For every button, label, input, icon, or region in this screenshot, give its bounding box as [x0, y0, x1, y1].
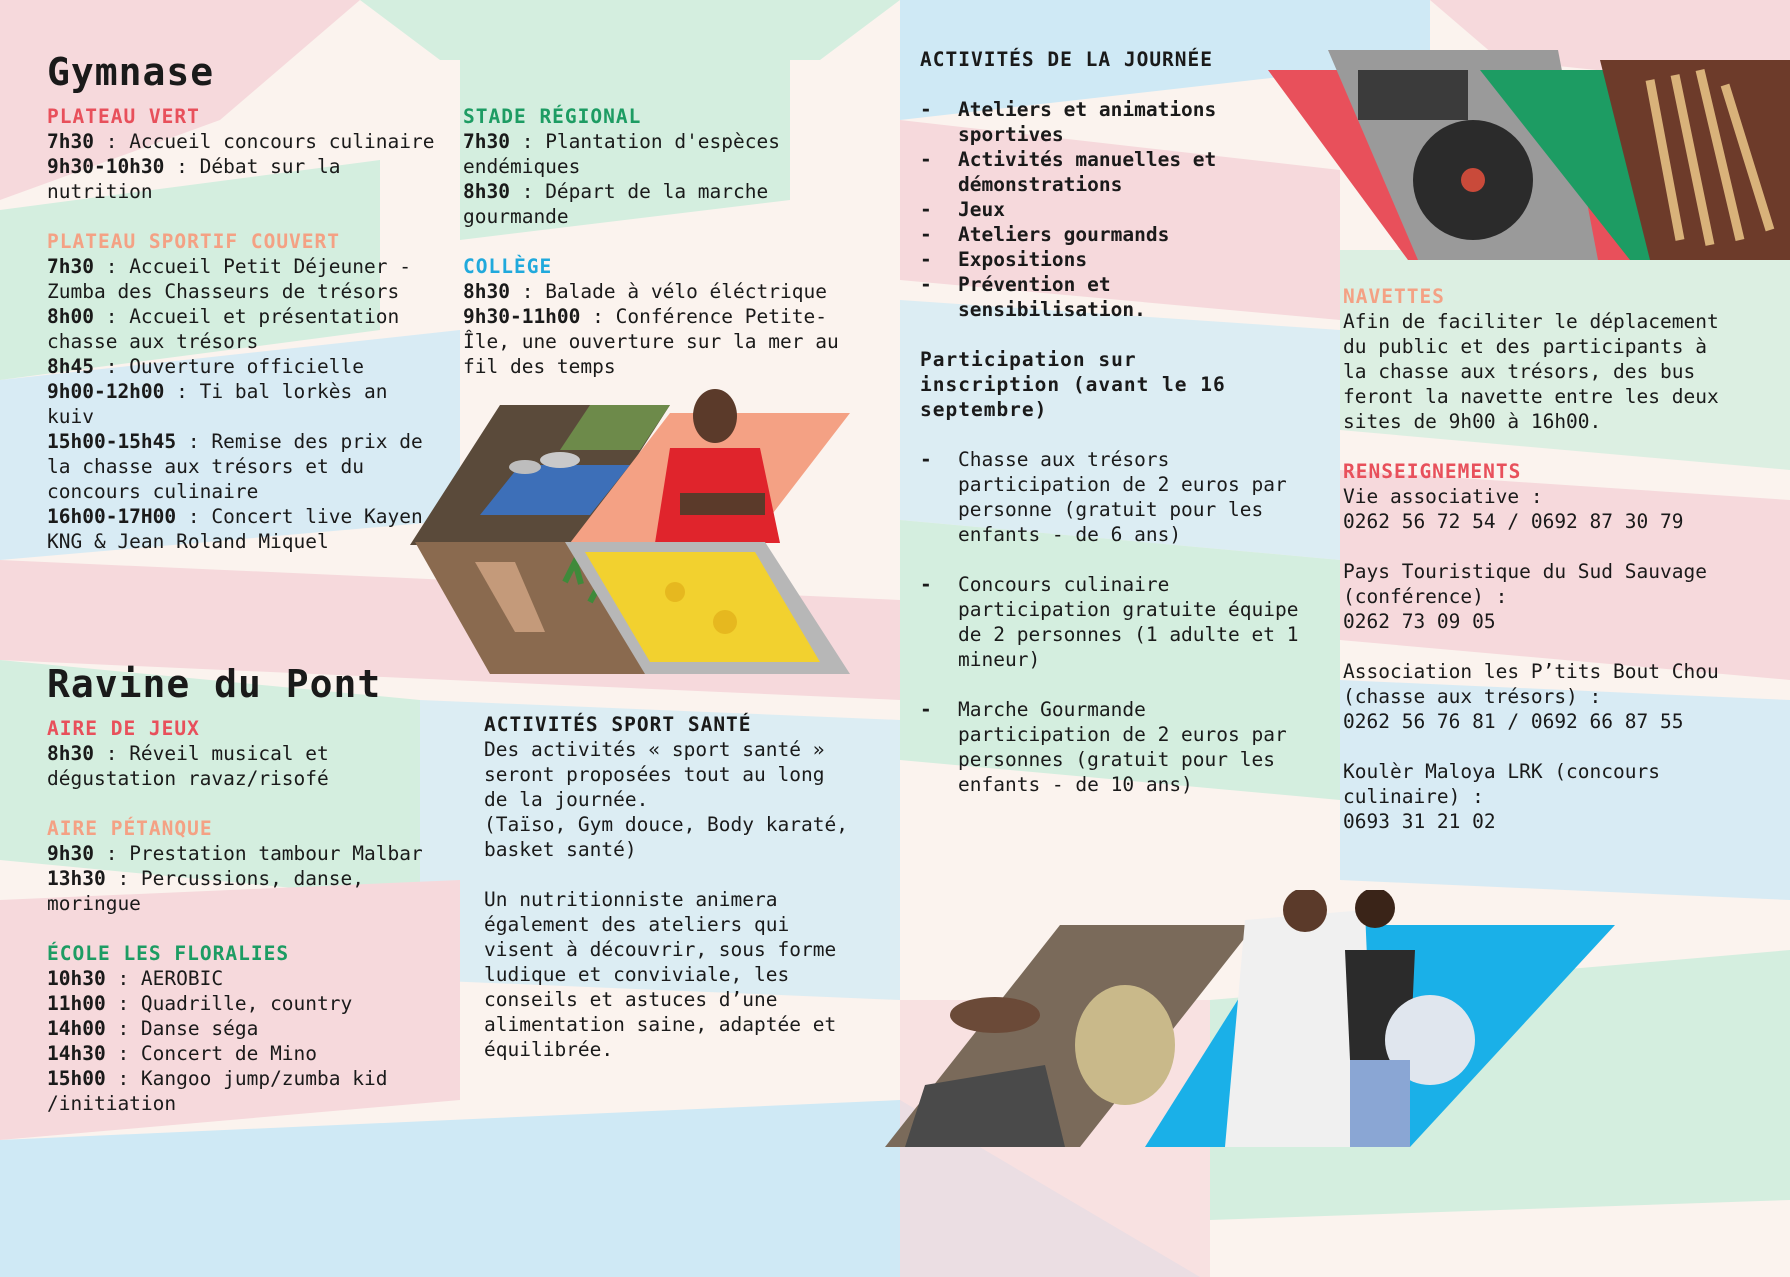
participation-list-2	[920, 572, 1305, 672]
gymnase-title: Gymnase	[47, 50, 215, 94]
ravine-title: Ravine du Pont	[47, 662, 382, 706]
aire-petanque-heading: AIRE PÉTANQUE	[47, 817, 213, 840]
sport-sante-heading: ACTIVITÉS SPORT SANTÉ	[484, 713, 752, 736]
rice-dish-photo	[565, 542, 850, 674]
list-item: - Ateliers gourmands	[920, 222, 1305, 247]
schedule-entry: 8h00 : Accueil et présentation chasse aux trésors	[47, 305, 400, 353]
activites-column	[920, 47, 1305, 797]
list-item: - Ateliers et animations sportives	[920, 97, 1305, 147]
list-item: - Marche Gourmande participation de 2 euros par personnes (gratuit pour les enfants - de 10 ans)	[920, 697, 1305, 797]
gymnase-column-left	[47, 50, 437, 554]
list-item: - Chasse aux trésors participation de 2 euros par personne (gratuit pour les enfants - de 6 ans)	[920, 447, 1305, 547]
plateau-vert-heading: PLATEAU VERT	[47, 105, 200, 128]
nutrition-paragraph: Un nutritionniste animera également des ateliers qui visent à découvrir, sous forme ludique et conviviale, les conseils et astuces d’une alimentation saine, adaptée et équilibrée.	[484, 888, 837, 1061]
aire-jeux-heading: AIRE DE JEUX	[47, 717, 200, 740]
stade-regional-heading: STADE RÉGIONAL	[463, 105, 642, 128]
schedule-entry: 13h30 : Percussions, danse, moringue	[47, 867, 364, 915]
contact-phone: 0262 56 76 81 / 0692 66 87 55	[1343, 710, 1684, 733]
contact-phone: 0262 56 72 54 / 0692 87 30 79	[1343, 510, 1684, 533]
portrait-photo	[560, 388, 850, 543]
schedule-entry: 8h30 : Départ de la marche gourmande	[463, 180, 769, 228]
schedule-entry: 9h00-12h00 : Ti bal lorkès an kuiv	[47, 380, 388, 428]
schedule-entry: 8h30 : Balade à vélo éléctrique	[463, 280, 827, 303]
sport-sante-activities: (Taïso, Gym douce, Body karaté, basket santé)	[484, 813, 848, 861]
schedule-entry: 10h30 : AEROBIC	[47, 967, 224, 990]
sugarcane-photo	[1480, 40, 1790, 260]
navettes-text: Afin de faciliter le déplacement du public et des participants à la chasse aux trésors, des bus feront la navette entre les deux sites de 9h00 à 16h00.	[1343, 310, 1719, 433]
sport-sante-column	[484, 712, 854, 1062]
schedule-entry: 15h00-15h45 : Remise des prix de la chasse aux trésors et du concours culinaire	[47, 430, 423, 503]
contact-phone: 0262 73 09 05	[1343, 610, 1496, 633]
navettes-heading: NAVETTES	[1343, 285, 1445, 308]
schedule-entry: 7h30 : Plantation d'espèces endémiques	[463, 130, 780, 178]
list-item: - Prévention et sensibilisation.	[920, 272, 1305, 322]
activites-heading: ACTIVITÉS DE LA JOURNÉE	[920, 48, 1214, 71]
list-item: - Expositions	[920, 247, 1305, 272]
schedule-entry: 14h30 : Concert de Mino	[47, 1042, 318, 1065]
contact-label: Association les P’tits Bout Chou (chasse aux trésors) :	[1343, 660, 1719, 708]
ecole-heading: ÉCOLE LES FLORALIES	[47, 942, 290, 965]
list-item: - Jeux	[920, 197, 1305, 222]
schedule-entry: 8h30 : Réveil musical et dégustation ravaz/risofé	[47, 742, 329, 790]
schedule-entry: 7h30 : Accueil concours culinaire	[47, 130, 435, 153]
participation-list	[920, 447, 1305, 547]
participation-list-3	[920, 697, 1305, 797]
activites-list	[920, 97, 1305, 322]
info-column	[1343, 284, 1723, 834]
schedule-entry: 7h30 : Accueil Petit Déjeuner - Zumba des Chasseurs de trésors	[47, 255, 411, 303]
ravine-column-left	[47, 662, 447, 1116]
plateau-sportif-heading: PLATEAU SPORTIF COUVERT	[47, 230, 341, 253]
contact-label: Koulèr Maloya LRK (concours culinaire) :	[1343, 760, 1660, 808]
contact-label: Pays Touristique du Sud Sauvage (conférence) :	[1343, 560, 1707, 608]
gymnase-column-right	[463, 104, 853, 379]
sport-sante-paragraph: Des activités « sport santé » seront proposées tout au long de la journée.	[484, 738, 825, 811]
schedule-entry: 14h00 : Danse séga	[47, 1017, 259, 1040]
college-heading: COLLÈGE	[463, 255, 553, 278]
schedule-entry: 8h45 : Ouverture officielle	[47, 355, 364, 378]
schedule-entry: 9h30 : Prestation tambour Malbar	[47, 842, 423, 865]
schedule-entry: 11h00 : Quadrille, country	[47, 992, 353, 1015]
list-item: - Concours culinaire participation gratuite équipe de 2 personnes (1 adulte et 1 mineur)	[920, 572, 1305, 672]
contact-phone: 0693 31 21 02	[1343, 810, 1496, 833]
schedule-entry: 9h30-11h00 : Conférence Petite-Île, une ouverture sur la mer au fil des temps	[463, 305, 839, 378]
schedule-entry: 16h00-17H00 : Concert live Kayen KNG & Jean Roland Miquel	[47, 505, 423, 553]
renseignements-heading: RENSEIGNEMENTS	[1343, 460, 1522, 483]
schedule-entry: 15h00 : Kangoo jump/zumba kid /initiation	[47, 1067, 388, 1115]
drummers-photo	[1145, 890, 1615, 1147]
contact-label: Vie associative :	[1343, 485, 1543, 508]
list-item: - Activités manuelles et démonstrations	[920, 147, 1305, 197]
participation-title: Participation sur inscription (avant le 16 septembre)	[920, 348, 1226, 421]
schedule-entry: 9h30-10h30 : Débat sur la nutrition	[47, 155, 341, 203]
